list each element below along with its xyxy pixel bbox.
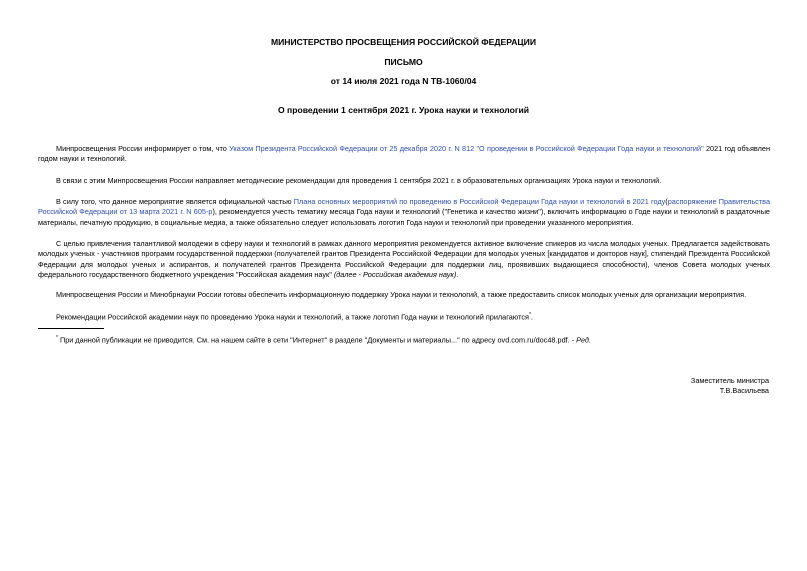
date-number-heading: от 14 июля 2021 года N ТВ-1060/04	[330, 76, 477, 86]
paragraph-2	[38, 176, 770, 186]
footnote-marker: *	[56, 335, 58, 341]
plan-link[interactable]: Плана основных мероприятий по проведению в Российской Федерации Года науки и технологий в 2021 году	[293, 197, 666, 206]
footnote-editor-note: Ред.	[576, 335, 591, 345]
signature-name: Т.В.Васильева	[719, 386, 769, 395]
footnote-text: При данной публикации не приводится. См. на нашем сайте в сети "Интернет" в разделе "Документы и материалы..." по адресу ovd.com.ru/doc48.pdf. -	[59, 335, 577, 345]
paragraph-5	[38, 290, 770, 300]
paragraph-1	[38, 144, 770, 165]
p4-text-a: С целью привлечения талантливой молодежи в сферу науки и технологий в рамках данного мероприятия рекомендуется активное включение спикеров из числа молодых ученых. Предлагается задействовать молодых ученых - участников программ государственной поддержки (получателей грантов Президента Российской Федерации для молодых ученых [кандидатов и докторов наук], стипендий Президента Российской Федерации для молодых ученых и аспирантов, и получателей грантов Президента Российской Федерации для поддержки лиц, проявивших выдающиеся способности), членов Совета молодых ученых федерального государственного бюджетного учреждения "Российская академия наук"	[38, 239, 770, 280]
p4-text-b: .	[456, 270, 459, 280]
p6-text-a: Рекомендации Российской академии наук по проведению Урока науки и технологий, а также логотип Года науки и технологий прилагаются	[56, 312, 529, 322]
p2-text: В связи с этим Минпросвещения России направляет методические рекомендации для проведения 1 сентября 2021 г. в образовательных организациях Урока науки и технологий.	[56, 176, 662, 185]
footnote	[56, 333, 591, 345]
decree-link[interactable]: Указом Президента Российской Федерации от 25 декабря 2020 г. N 812 "О проведении в Российской Федерации Года науки и технологий"	[229, 144, 704, 153]
p1-text-b: 2021 год объявлен годом науки и технологий.	[38, 144, 770, 164]
p3-text-b: (	[665, 197, 668, 206]
p5-text: Минпросвещения России и Минобрнауки России готовы обеспечить информационную поддержку Урока науки и технологий, а также предоставить список молодых ученых для организации мероприятия.	[56, 290, 747, 299]
footnote-divider	[38, 328, 104, 329]
footnote-ref[interactable]: *	[528, 312, 531, 318]
p3-text-a: В силу того, что данное мероприятие является официальной частью	[56, 197, 294, 206]
p1-text-a: Минпросвещения России информирует о том, что	[56, 144, 230, 153]
doc-type-heading: ПИСЬМО	[384, 57, 423, 67]
paragraph-6	[38, 310, 770, 323]
order-link[interactable]: распоряжение Правительства Российской Федерации от 13 марта 2021 г. N 605-р	[38, 197, 771, 217]
p3-text-c: ), рекомендуется учесть тематику месяца Года науки и технологий ("Генетика и качество жизни"), включить информацию о Годе науки и технологий в раздаточные материалы, печатную продукцию, в социальные медиа, а также обязательно следует использовать логотип Года науки и технологий при проведении указанного мероприятия.	[38, 207, 770, 227]
subject-heading: О проведении 1 сентября 2021 г. Урока науки и технологий	[277, 105, 530, 115]
signature-position: Заместитель министра	[690, 376, 769, 385]
p6-text-b: .	[530, 312, 533, 322]
p4-italic: (далее - Российская академия наук)	[333, 270, 457, 280]
paragraph-3	[38, 197, 770, 228]
ministry-heading: МИНИСТЕРСТВО ПРОСВЕЩЕНИЯ РОССИЙСКОЙ ФЕДЕРАЦИИ	[270, 37, 537, 47]
paragraph-4	[38, 239, 770, 281]
